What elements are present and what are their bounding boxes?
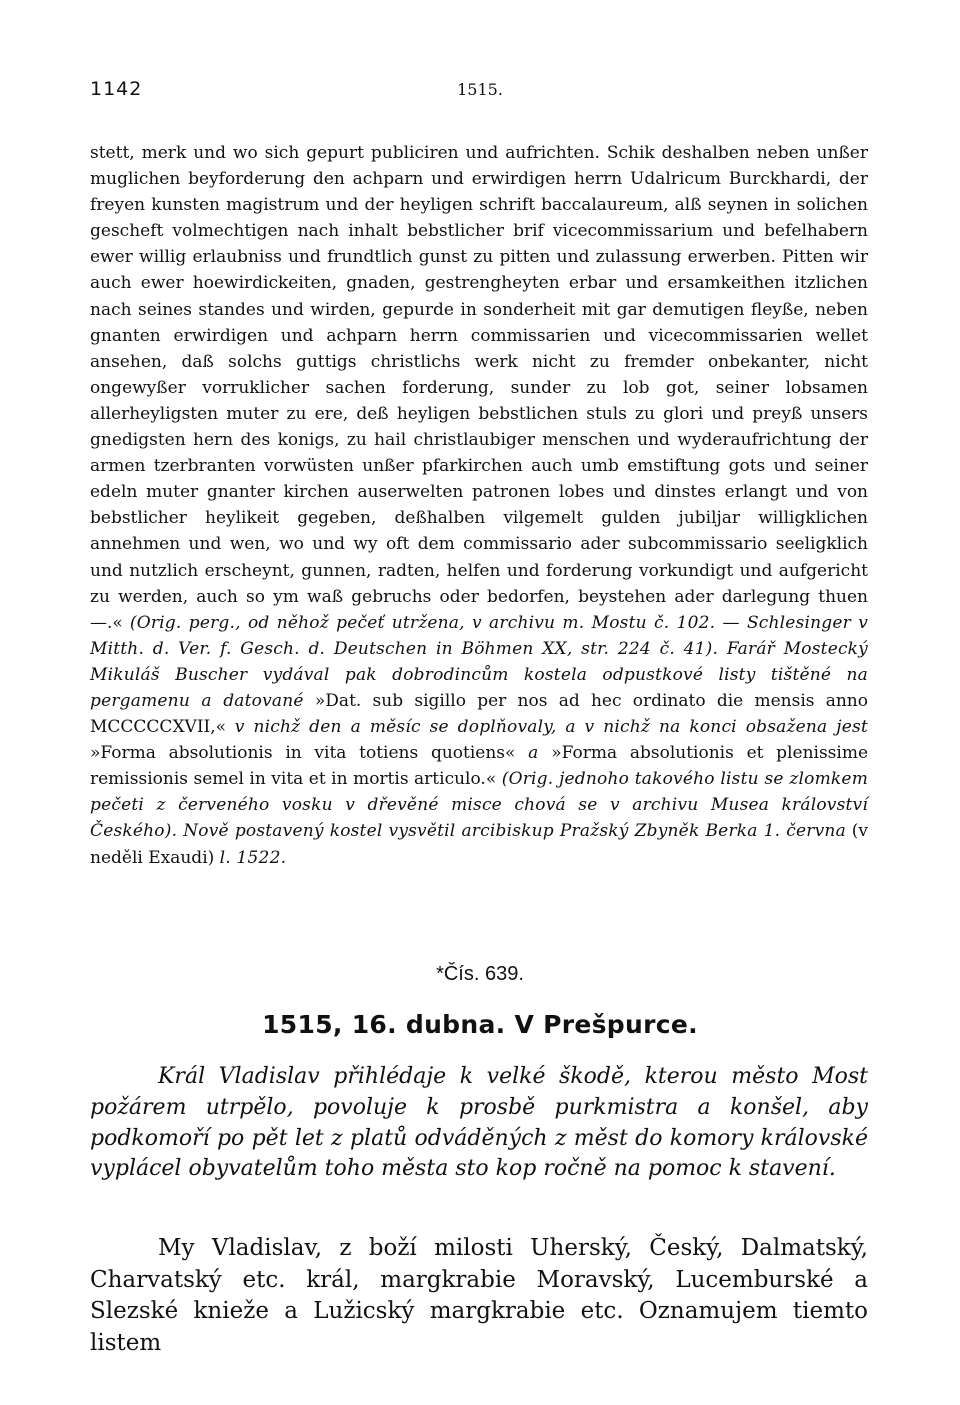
latin-formula-2: »Forma absolutionis et plenissime remissionis semel in vita et in mortis articulo.« [90, 743, 869, 790]
body-paragraph [90, 140, 868, 871]
year-reference: l. 1522. [219, 847, 287, 868]
running-header-year: 1515. [457, 80, 503, 99]
continued-document-text [90, 140, 868, 871]
document-number: *Čís. 639. [436, 963, 524, 985]
conjunction: a [528, 743, 539, 764]
page-header [90, 78, 870, 104]
latin-formula-1: »Forma absolutionis in vita totiens quotiens« [90, 743, 516, 764]
charter-text: My Vladislav, z boží milosti Uherský, Český, Dalmatský, Charvatský etc. král, margkrabie Moravský, Lucemburské a Slezské knieže a Lužicský margkrabie etc. Oznamujem tiemto listem [90, 1235, 868, 1356]
liturgical-date: (v neděli Exaudi) [90, 821, 868, 868]
document-date-heading: 1515, 16. dubna. V Prešpurce. [262, 1010, 698, 1039]
regest-summary: Král Vladislav přihlédaje k velké škodě, kterou město Most požárem utrpělo, povoluje k prosbě purkmistra a konšel, aby podkomoří po pět let z platů odváděných z měst do komory královské vyplácel obyvatelům toho města sto kop ročně na pomoc k stavení. [90, 1064, 868, 1182]
editorial-note: v nichž den a měsíc se doplňovaly, a v nichž na konci obsažena jest [234, 717, 868, 738]
latin-dating-formula: »Dat. sub sigillo per nos ad hec ordinato die mensis anno MCCCCCXVII,« [90, 690, 868, 738]
page-number: 1142 [90, 78, 143, 100]
archival-note: (Orig. jednoho takového listu se zlomkem pečeti z červeného vosku v dřevěné misce chová se v archivu Musea království Českého). Nově postavený kostel vysvětil arcibiskup Pražský Zbyněk Berka 1. června [90, 769, 869, 842]
german-charter-text: stett, merk und wo sich gepurt publiciren und aufrichten. Schik deshalben neben unßer muglichen beyforderung den achparn und erwirdigen herrn Udalricum Burckhardi, der freyen kunsten magistrum und der heyligen schrift baccalaureum, alß seynen in solichen gescheft volmechtigen nach inhalt bebstlicher brif vicecommissarium und befelhabern ewer willig erlaubniss und frundtlich gunst zu pitten und zulassung erwerben. Pitten wir auch ewer hoewirdickeiten, gnaden, gestrengheyten erbar und ersamkeithen itzlichen nach seines standes und wirden, gepurde in sonderheit mit gar demutigen fleyße, neben gnanten erwirdigen und achparn herrn commissarien und vicecommissarien wellet ansehen, daß solchs guttigs christlichs werk nicht zu fremder onbekanter, nicht ongewyßer vorruklicher sachen forderung, sunder zu lob got, seiner lobsamen allerheyligsten muter zu ere, deß heyligen bebstlichen stuls zu glori und preyß unsers gnedigsten hern des konigs, zu hail christlaubiger menschen und wyderaufrichtung der armen tzerbranten vorwüsten unßer pfarkirchen auch umb emstiftung gots und seiner edeln muter gnanter kirchen auserwelten patronen lobes und dinstes erlangt und von bebstlicher heylikeit gegeben, deßhalben vilgemelt gulden jubiljar willigklichen annehmen und wen, wo und wy oft dem commissario ader subcommissario seeligklich und nutzlich erscheynt, gunnen, radten, helfen und forderung vorkundigt und aufgericht zu werden, auch so ym waß gebruchs oder bedorfen, beystehen ader darlegung thuen —.« [90, 143, 868, 633]
source-note: (Orig. perg., od něhož pečeť utržena, v archivu m. Mostu č. 102. — Schlesinger v Mitth. d. Ver. f. Gesch. d. Deutschen in Böhmen XX, str. 224 č. 41). Farář Mostecký Mikuláš Buscher vydával pak dobrodincům kostela odpustkové listy tištěné na pergamenu a datované [90, 612, 868, 711]
